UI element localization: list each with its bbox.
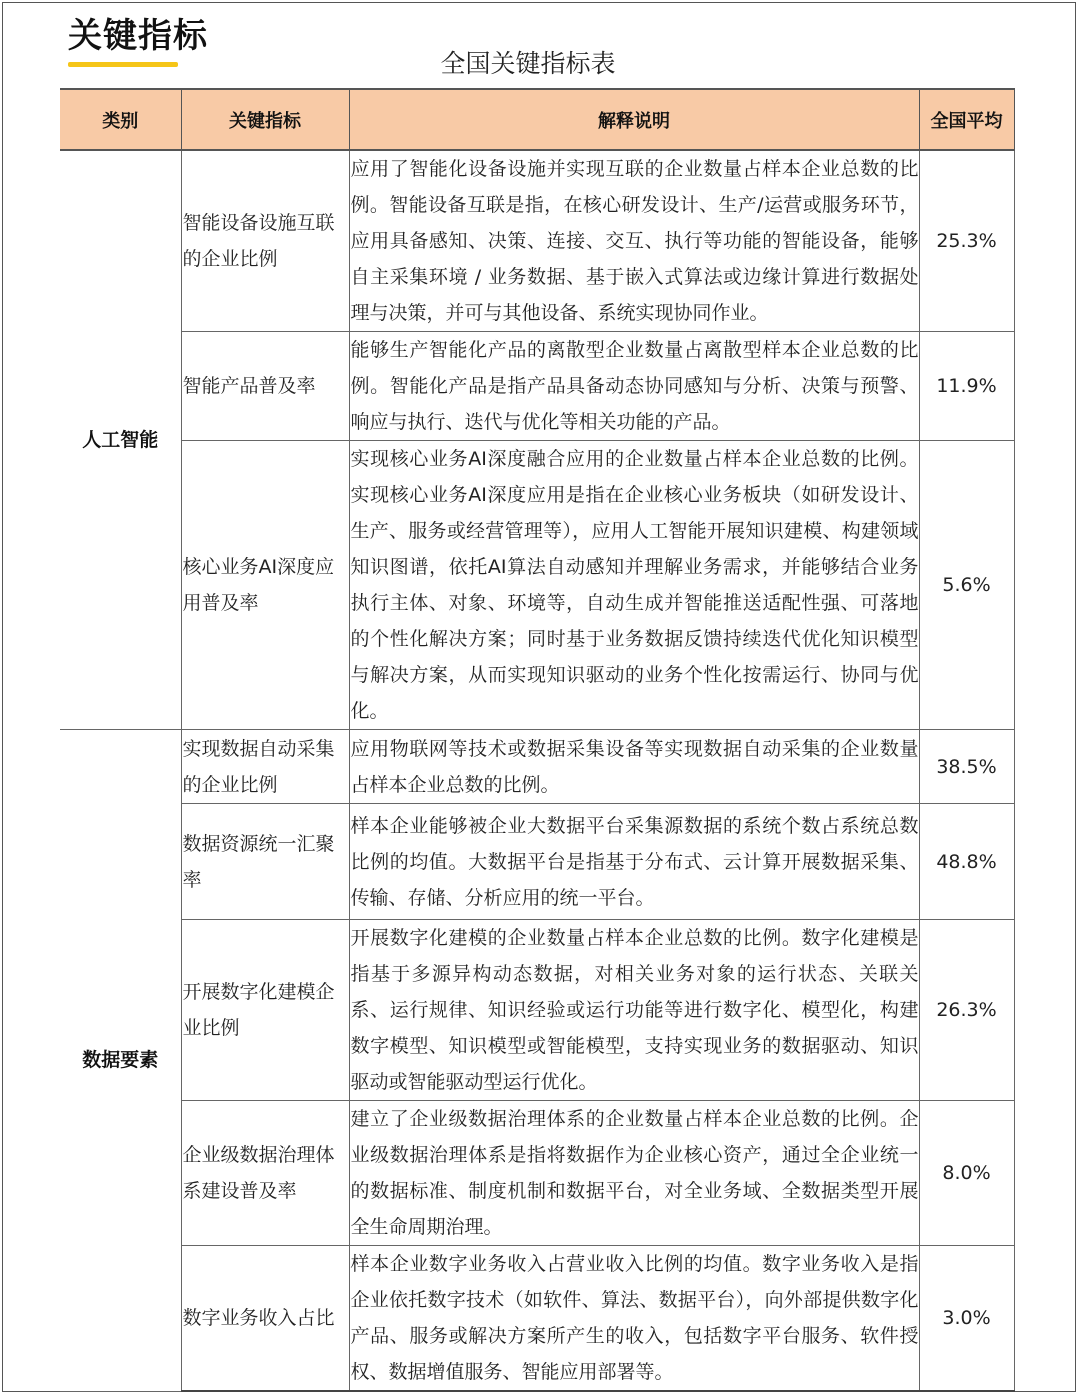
table-header-row <box>60 89 1014 150</box>
indicator-cell: 数字业务收入占比 <box>181 1246 349 1392</box>
average-cell: 5.6% <box>919 441 1014 730</box>
average-cell: 38.5% <box>919 730 1014 804</box>
description-cell: 能够生产智能化产品的离散型企业数量占离散型样本企业总数的比例。智能化产品是指产品具备动态协同感知与分析、决策与预警、响应与执行、迭代与优化等相关功能的产品。 <box>349 332 919 441</box>
header-national-average: 全国平均 <box>919 89 1014 150</box>
description-cell: 样本企业能够被企业大数据平台采集源数据的系统个数占系统总数比例的均值。大数据平台是指基于分布式、云计算开展数据采集、传输、存储、分析应用的统一平台。 <box>349 804 919 920</box>
table-row <box>60 804 1014 920</box>
table-row <box>60 150 1014 332</box>
description-cell: 样本企业数字业务收入占营业收入比例的均值。数字业务收入是指企业依托数字技术（如软件、算法、数据平台），向外部提供数字化产品、服务或解决方案所产生的收入，包括数字平台服务、软件授权、数据增值服务、智能应用部署等。 <box>349 1246 919 1392</box>
category-ai: 人工智能 <box>60 150 181 730</box>
table-row <box>60 332 1014 441</box>
table-row <box>60 1101 1014 1246</box>
header-category: 类别 <box>60 89 181 150</box>
header-description: 解释说明 <box>349 89 919 150</box>
header-indicator: 关键指标 <box>181 89 349 150</box>
indicator-cell: 开展数字化建模企业比例 <box>181 920 349 1101</box>
key-indicators-table <box>60 88 1015 1392</box>
description-cell: 实现核心业务AI深度融合应用的企业数量占样本企业总数的比例。实现核心业务AI深度应用是指在企业核心业务板块（如研发设计、生产、服务或经营管理等），应用人工智能开展知识建模、构建领域知识图谱，依托AI算法自动感知并理解业务需求，并能够结合业务执行主体、对象、环境等，自动生成并智能推送适配性强、可落地的个性化解决方案；同时基于业务数据反馈持续迭代优化知识模型与解决方案，从而实现知识驱动的业务个性化按需运行、协同与优化。 <box>349 441 919 730</box>
indicator-cell: 智能产品普及率 <box>181 332 349 441</box>
average-cell: 48.8% <box>919 804 1014 920</box>
average-cell: 11.9% <box>919 332 1014 441</box>
indicator-cell: 实现数据自动采集的企业比例 <box>181 730 349 804</box>
table-row <box>60 920 1014 1101</box>
description-cell: 开展数字化建模的企业数量占样本企业总数的比例。数字化建模是指基于多源异构动态数据，对相关业务对象的运行状态、关联关系、运行规律、知识经验或运行功能等进行数字化、模型化，构建数字模型、知识模型或智能模型，支持实现业务的数据驱动、知识驱动或智能驱动型运行优化。 <box>349 920 919 1101</box>
table-row <box>60 730 1014 804</box>
average-cell: 8.0% <box>919 1101 1014 1246</box>
indicator-cell: 企业级数据治理体系建设普及率 <box>181 1101 349 1246</box>
average-cell: 26.3% <box>919 920 1014 1101</box>
section-title: 关键指标 <box>68 16 208 56</box>
indicator-cell: 数据资源统一汇聚率 <box>181 804 349 920</box>
average-cell: 25.3% <box>919 150 1014 332</box>
indicator-cell: 智能设备设施互联的企业比例 <box>181 150 349 332</box>
average-cell: 3.0% <box>919 1246 1014 1392</box>
table-row <box>60 441 1014 730</box>
description-cell: 应用了智能化设备设施并实现互联的企业数量占样本企业总数的比例。智能设备互联是指，在核心研发设计、生产/运营或服务环节，应用具备感知、决策、连接、交互、执行等功能的智能设备，能够自主采集环境 / 业务数据、基于嵌入式算法或边缘计算进行数据处理与决策，并可与其他设备、系统实现协同作业。 <box>349 150 919 332</box>
table-caption: 全国关键指标表 <box>440 49 616 78</box>
description-cell: 建立了企业级数据治理体系的企业数量占样本企业总数的比例。企业级数据治理体系是指将数据作为企业核心资产，通过全企业统一的数据标准、制度机制和数据平台，对全业务域、全数据类型开展全生命周期治理。 <box>349 1101 919 1246</box>
category-data-elements: 数据要素 <box>60 730 181 1392</box>
indicator-cell: 核心业务AI深度应用普及率 <box>181 441 349 730</box>
description-cell: 应用物联网等技术或数据采集设备等实现数据自动采集的企业数量占样本企业总数的比例。 <box>349 730 919 804</box>
table-row <box>60 1246 1014 1392</box>
